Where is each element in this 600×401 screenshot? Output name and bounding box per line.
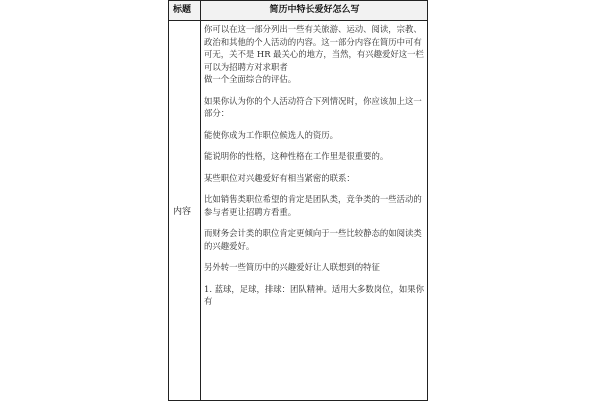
row-label-content: 内容 <box>173 207 192 217</box>
table-header-row <box>169 1 427 21</box>
paragraph-sales: 比如销售类职位希望的肯定是团队类，竞争类的一些活动的参与者更让招聘方看重。 <box>204 194 422 217</box>
column-divider <box>200 1 201 400</box>
paragraph-conditions: 如果你认为你的个人活动符合下列情况时，你应该加上这一部分： <box>204 95 422 118</box>
paragraph-qualification: 能使你成为工作职位候选人的资历。 <box>204 129 338 140</box>
paragraph-intro-cont: 做一个全面综合的评估。 <box>204 74 297 84</box>
header-title-label: 标题 <box>173 5 192 15</box>
paragraph-personality: 能说明你的性格，这种性格在工作里是很重要的。 <box>204 151 389 161</box>
paragraph-team-sports: 1. 蓝球，足球，排球：团队精神。适用大多数岗位，如果你有 <box>204 283 425 306</box>
content-cell <box>204 23 426 308</box>
paragraph-finance: 而财务会计类的职位肯定更倾向于一些比较静态的如阅读类的兴趣爱好。 <box>204 228 422 251</box>
document-table <box>168 0 428 401</box>
paragraph-intro: 你可以在这一部分列出一些有关旅游、运动、阅读，宗教、政治和其他的个人活动的内容。这一部分内容在简历中可有可无，关不是 HR 最关心的地方，当然，有兴趣爱好这一栏可以为招聘方对求职者 <box>204 24 424 72</box>
paragraph-traits-heading: 另外转一些简历中的兴趣爱好让人联想到的特征 <box>204 262 380 272</box>
header-document-title: 简历中特长爱好怎么写 <box>269 5 360 15</box>
paragraph-related-jobs: 某些职位对兴趣爱好有相当紧密的联系： <box>204 172 355 183</box>
